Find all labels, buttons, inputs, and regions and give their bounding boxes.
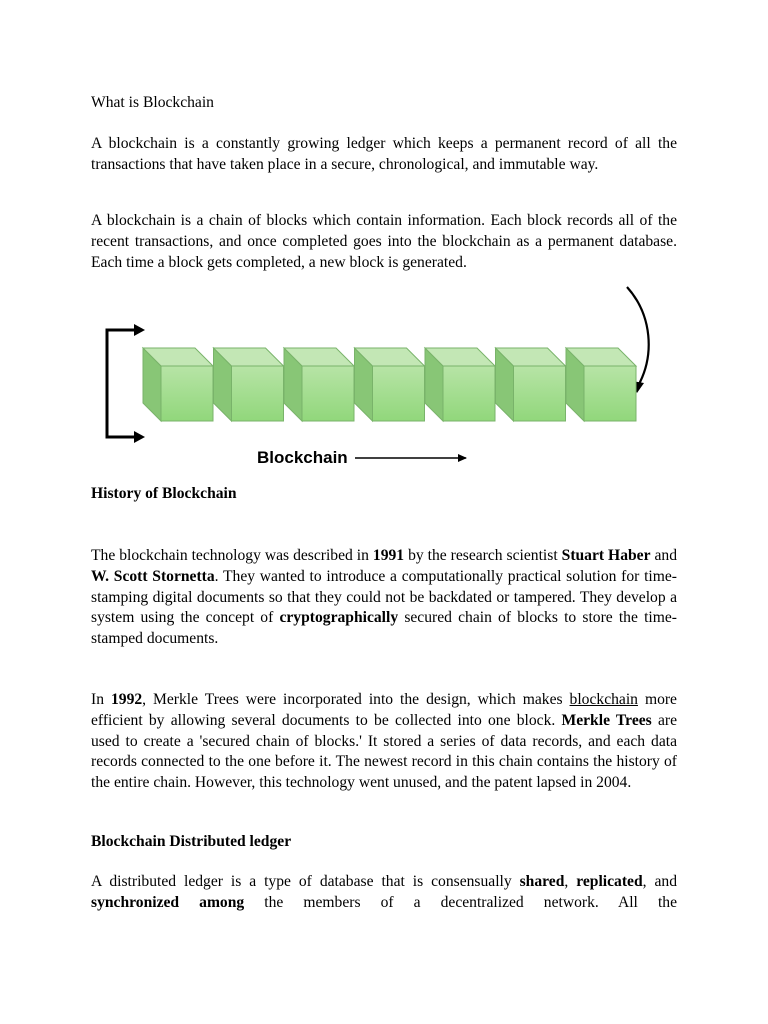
block-cube [143, 348, 213, 421]
text-run: are used to create a 'secured chain of blocks.' It stored a series of data records, and each data records connected to the one before it. The newest record in this chain contains the history of the entire chain. However, this technology went unused, and the patent lapsed in 2004. [91, 711, 677, 792]
text-run: , [564, 873, 577, 890]
bold-name: W. Scott Stornetta [91, 567, 215, 585]
bold-year: 1991 [372, 547, 405, 564]
doc-title: What is Blockchain [91, 94, 214, 111]
block-cube [496, 348, 566, 421]
block-cube [566, 348, 636, 421]
bold-term: synchronized among [91, 893, 245, 911]
figure-label: Blockchain [257, 448, 348, 467]
bold-term: replicated [576, 873, 643, 890]
blockchain-link[interactable]: blockchain [569, 691, 638, 708]
text-run: the members of a decentralized network. All the [244, 893, 677, 911]
text-run: more efficient by allowing several documents to be collected into one block. [91, 691, 677, 729]
text-run: by the research scientist [404, 547, 562, 564]
ledger-paragraph-1 [91, 872, 677, 914]
loop-bracket-arrow [107, 330, 142, 437]
intro-paragraph-1: A blockchain is a constantly growing ledger which keeps a permanent record of all the transactions that have taken place in a secure, chronological, and immutable way. [91, 135, 677, 173]
history-paragraph-1 [91, 546, 677, 650]
loop-arrowhead-bottom-icon [134, 431, 145, 443]
ledger-heading: Blockchain Distributed ledger [91, 833, 292, 850]
text-run: . They wanted to introduce a computationally practical solution for time-stamping digital documents so that they could not be backdated or tampered. They develop a system using the concept of [91, 567, 677, 627]
bold-name: Stuart Haber [561, 547, 651, 564]
bold-term: shared [519, 873, 565, 890]
loop-arrowhead-top-icon [134, 324, 145, 336]
text-run: secured chain of blocks to store the time-stamped documents. [91, 609, 677, 648]
bold-term: cryptographically [279, 609, 399, 627]
block-chain-group [143, 348, 636, 421]
bold-year: 1992 [110, 691, 143, 708]
text-run: A distributed ledger is a type of database that is consensually [91, 873, 520, 890]
block-cube [214, 348, 284, 421]
text-run: , Merkle Trees were incorporated into the design, which makes [142, 691, 570, 708]
block-cube [355, 348, 425, 421]
text-run: The blockchain technology was described in [91, 547, 373, 564]
text-run: In [91, 691, 111, 708]
text-run: , and [642, 873, 677, 890]
bold-term: Merkle Trees [561, 711, 652, 729]
block-cube [284, 348, 354, 421]
history-paragraph-2 [91, 690, 677, 794]
block-cube [425, 348, 495, 421]
blockchain-figure [0, 0, 768, 480]
intro-paragraph-2: A blockchain is a chain of blocks which contain information. Each block records all of the recent transactions, and once completed goes into the blockchain as a permanent database. Each time a block gets completed, a new block is generated. [91, 212, 677, 271]
text-run: and [650, 547, 678, 564]
history-heading: History of Blockchain [91, 485, 237, 502]
